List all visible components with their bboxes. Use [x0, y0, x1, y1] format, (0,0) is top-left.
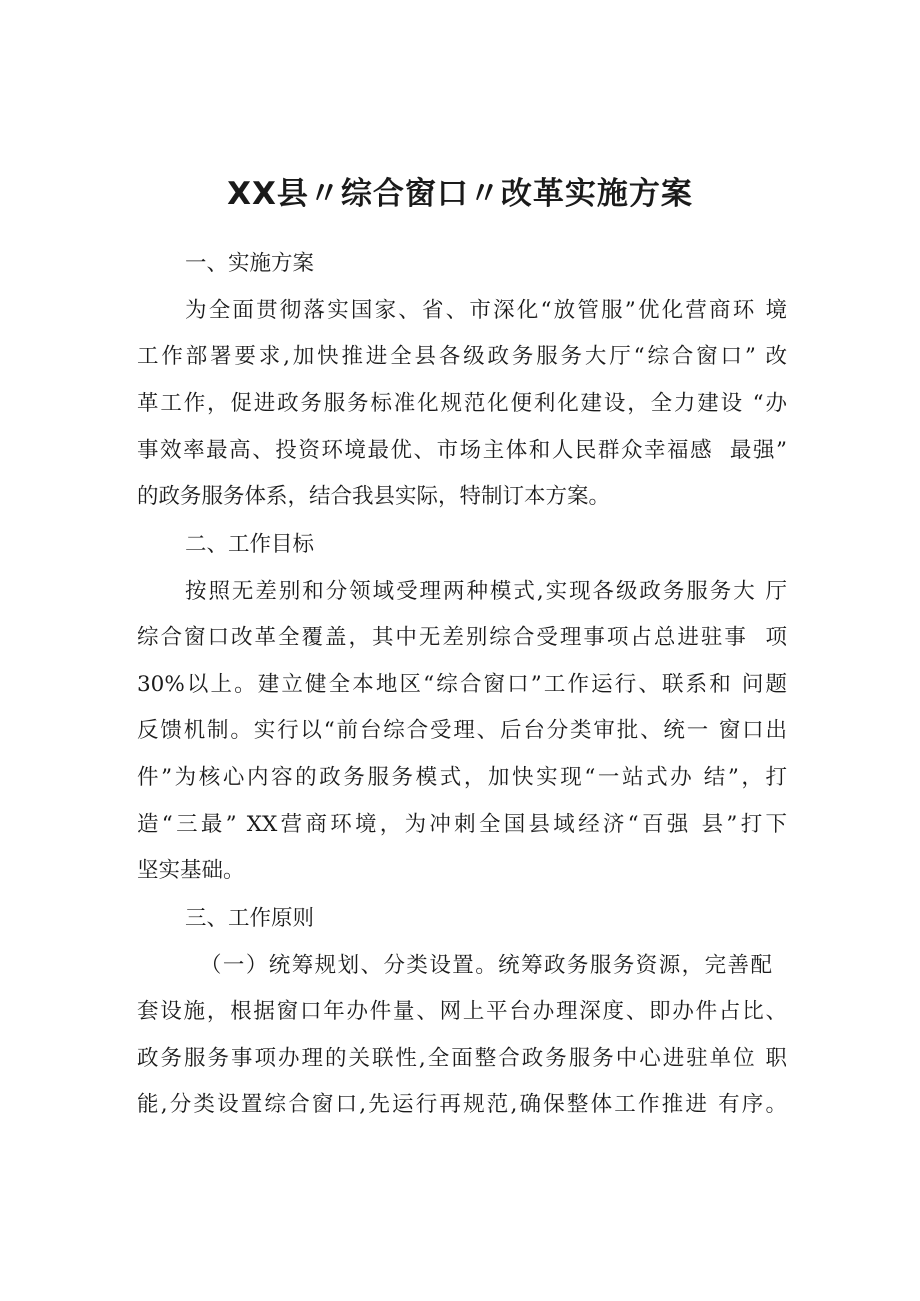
paragraph-line: 按照无差别和分领域受理两种模式,实现各级政务服务大 厅 [185, 579, 787, 604]
paragraph-line: 套设施，根据窗口年办件量、网上平台办理深度、即办件占比、 [137, 999, 787, 1024]
paragraph-line: 的政务服务体系，结合我县实际，特制订本方案。 [137, 484, 611, 509]
section-heading: 三、工作原则 [185, 906, 315, 931]
paragraph-line: （一）统筹规划、分类设置。统筹政务服务资源，完善配 [200, 953, 772, 978]
paragraph-line: 反馈机制。实行以“前台综合受理、后台分类审批、统一 窗口出 [137, 718, 787, 743]
section-heading: 二、工作目标 [185, 532, 315, 557]
paragraph-line: 革工作，促进政务服务标准化规范化便利化建设，全力建设 “办 [137, 391, 787, 416]
document-title: XX县〃综合窗口〃改革实施方案 [227, 176, 693, 212]
paragraph-line: 工作部署要求,加快推进全县各级政务服务大厅“综合窗口” 改 [137, 344, 787, 369]
paragraph-line: 件”为核心内容的政务服务模式，加快实现“一站式办 结”，打 [137, 765, 787, 790]
paragraph-line: 能,分类设置综合窗口,先运行再规范,确保整体工作推进 有序。 [137, 1092, 787, 1117]
paragraph-line: 造“三最” XX营商环境，为冲刺全国县域经济“百强 县”打下 [137, 812, 787, 837]
paragraph-line: 坚实基础。 [137, 858, 245, 883]
paragraph-line: 为全面贯彻落实国家、省、市深化“放管服”优化营商环 境 [185, 298, 787, 323]
section-heading: 一、实施方案 [185, 251, 315, 276]
paragraph-line: 事效率最高、投资环境最优、市场主体和人民群众幸福感 最强” [137, 438, 787, 463]
paragraph-line: 30%以上。建立健全本地区“综合窗口”工作运行、联系和 问题 [137, 672, 787, 697]
paragraph-line: 政务服务事项办理的关联性,全面整合政务服务中心进驻单位 职 [137, 1046, 787, 1071]
paragraph-line: 综合窗口改革全覆盖，其中无差别综合受理事项占总进驻事 项 [137, 625, 787, 650]
